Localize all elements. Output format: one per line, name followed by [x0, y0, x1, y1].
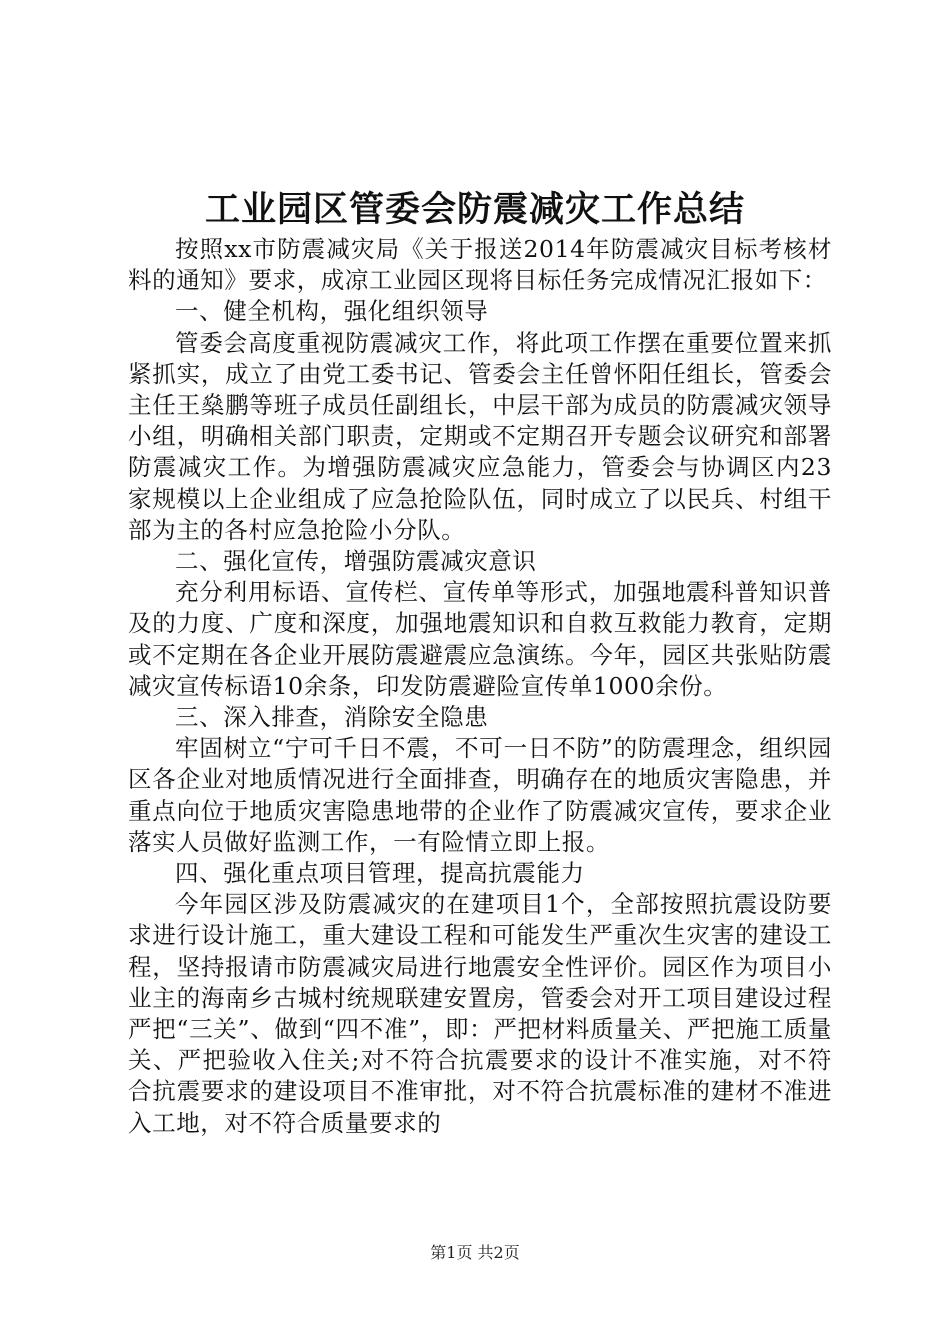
document-body	[128, 234, 832, 1139]
section-paragraph-1: 管委会高度重视防震减灾工作，将此项工作摆在重要位置来抓紧抓实，成立了由党工委书记、管委会主任曾怀阳任组长，管委会主任王燊鹏等班子成员任副组长，中层干部为成员的防震减灾领导小组，明确相关部门职责，定期或不定期召开专题会议研究和部署防震减灾工作。为增强防震减灾应急能力，管委会与协调区内23家规模以上企业组成了应急抢险队伍，同时成立了以民兵、村组干部为主的各村应急抢险小分队。	[128, 328, 832, 544]
page-footer: 第1页 共2页	[430, 1243, 520, 1262]
section-paragraph-3: 牢固树立“宁可千日不震，不可一日不防”的防震理念，组织园区各企业对地质情况进行全面排查，明确存在的地质灾害隐患，并重点向位于地质灾害隐患地带的企业作了防震减灾宣传，要求企业落实人员做好监测工作，一有险情立即上报。	[128, 734, 832, 856]
section-paragraph-4: 今年园区涉及防震减灾的在建项目1个，全部按照抗震设防要求进行设计施工，重大建设工程和可能发生严重次生灾害的建设工程，坚持报请市防震减灾局进行地震安全性评价。园区作为项目小业主的海南乡古城村统规联建安置房，管委会对开工项目建设过程严把“三关”、做到“四不准”，即：严把材料质量关、严把施工质量关、严把验收入住关;对不符合抗震要求的设计不准实施，对不符合抗震要求的建设项目不准审批，对不符合抗震标准的建材不准进入工地，对不符合质量要求的	[128, 890, 832, 1137]
section-heading-1: 一、健全机构，强化组织领导	[175, 297, 489, 326]
intro-paragraph: 按照xx市防震减灾局《关于报送2014年防震减灾目标考核材料的通知》要求，成凉工业园区现将目标任务完成情况汇报如下：	[128, 235, 832, 295]
section-heading-3: 三、深入排查，消除安全隐患	[175, 703, 489, 732]
document-title: 工业园区管委会防震减灾工作总结	[204, 189, 745, 230]
section-heading-4: 四、强化重点项目管理，提高抗震能力	[175, 859, 585, 888]
section-paragraph-2: 充分利用标语、宣传栏、宣传单等形式，加强地震科普知识普及的力度、广度和深度，加强地震知识和自救互救能力教育，定期或不定期在各企业开展防震避震应急演练。今年，园区共张贴防震减灾宣传标语10余条，印发防震避险宣传单1000余份。	[128, 578, 832, 700]
section-heading-2: 二、强化宣传，增强防震减灾意识	[175, 547, 537, 576]
